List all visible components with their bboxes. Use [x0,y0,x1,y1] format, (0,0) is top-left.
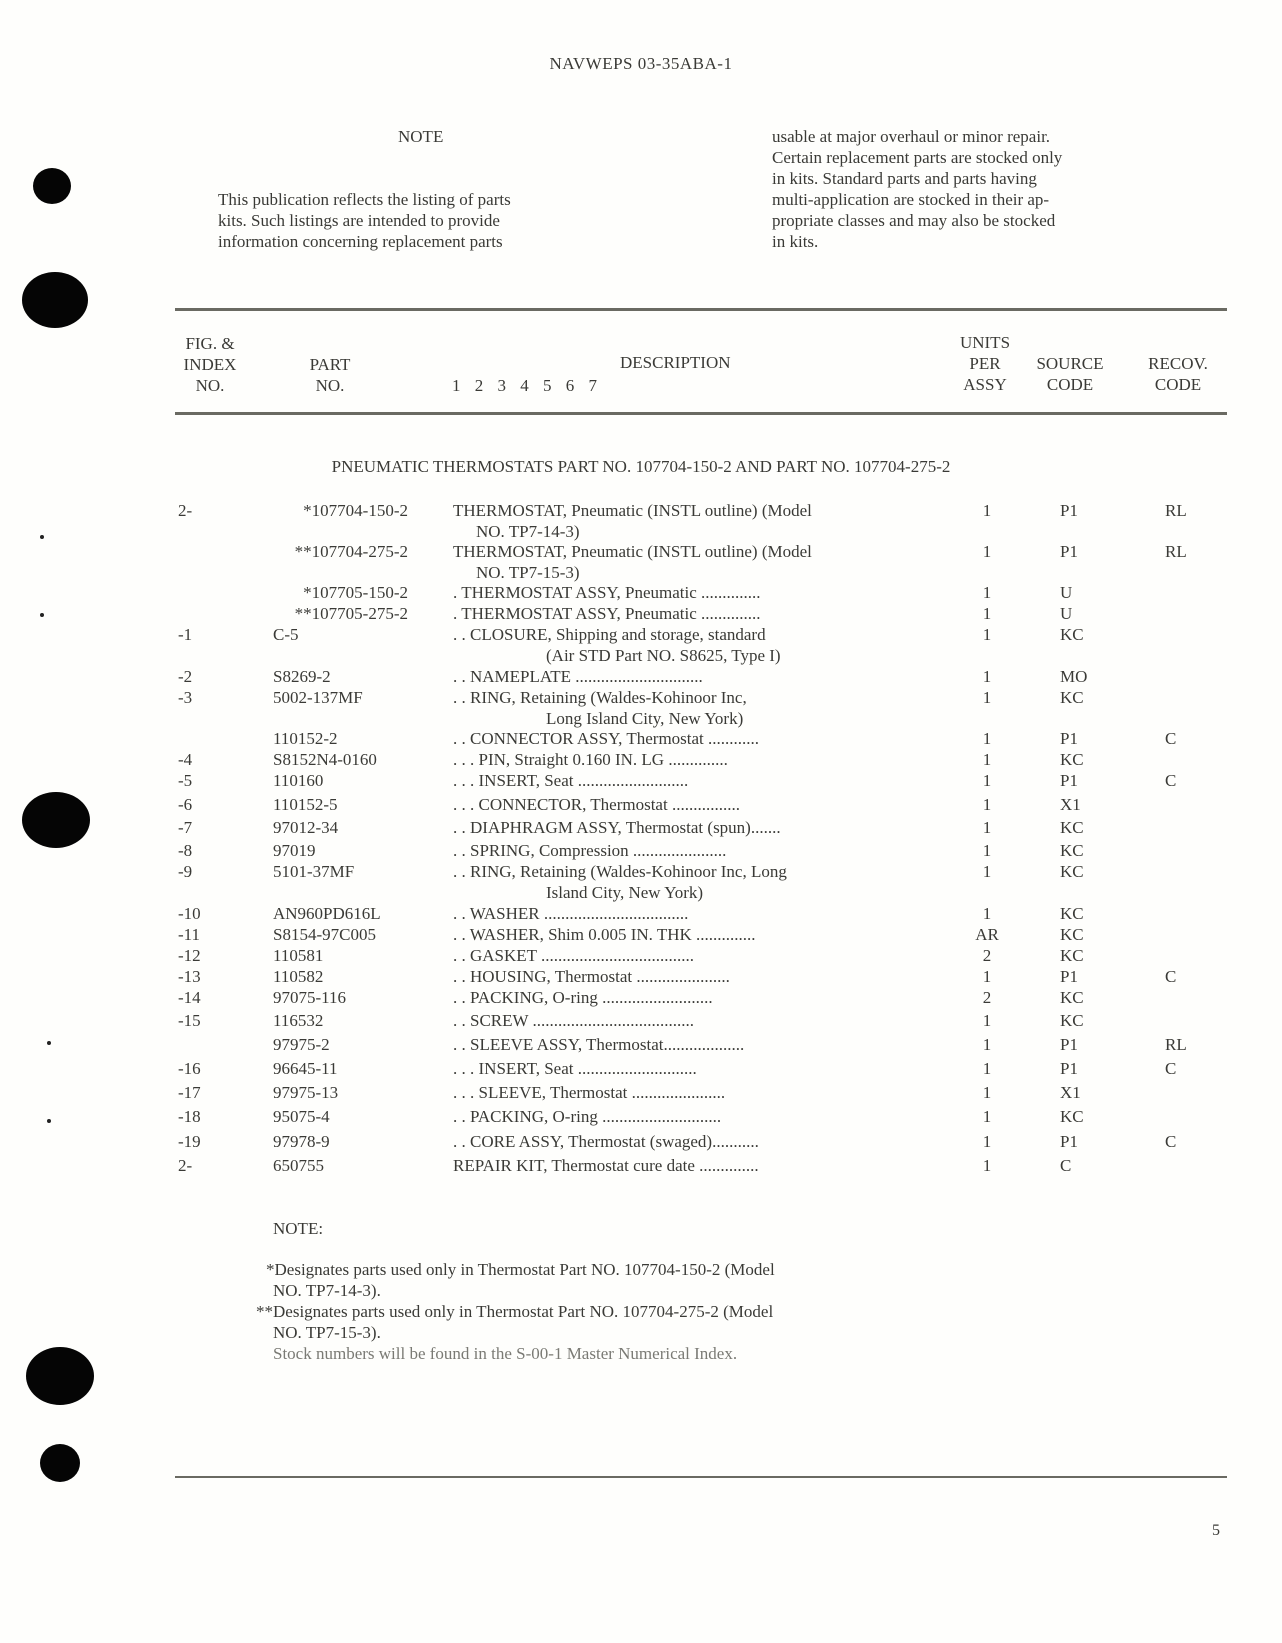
description: . . CONNECTOR ASSY, Thermostat ............ [453,729,760,748]
description: . . . PIN, Straight 0.160 IN. LG .............. [453,750,728,769]
table-row [0,1010,1282,1031]
description: . . GASKET .................................... [453,946,694,965]
units-per-assy: 1 [982,795,992,814]
units-per-assy: 1 [982,1107,992,1126]
units-per-assy: 1 [982,604,992,623]
description: . . NAMEPLATE .............................. [453,667,703,686]
recov-code: RL [1165,1035,1187,1054]
part-number: *107704-150-2 [303,501,408,520]
description: . . WASHER, Shim 0.005 IN. THK .............. [453,925,756,944]
part-number: C-5 [273,625,299,644]
binder-hole [26,1347,94,1405]
source-code: KC [1060,841,1084,860]
header-bottom-rule [175,412,1227,415]
units-per-assy: 1 [982,771,992,790]
description: . . . SLEEVE, Thermostat ...................... [453,1083,726,1102]
table-row [0,541,1282,562]
footnote: NO. TP7-14-3). [273,1281,381,1300]
source-code: KC [1060,925,1084,944]
units-per-assy: 1 [982,1035,992,1054]
fig-index: -7 [178,818,193,837]
units-per-assy: 1 [982,862,992,881]
source-code: P1 [1060,1035,1078,1054]
units-per-assy: 1 [982,1083,992,1102]
source-code: P1 [1060,771,1078,790]
part-number: *107705-150-2 [303,583,408,602]
source-code: C [1060,1156,1072,1175]
source-code: P1 [1060,501,1078,520]
col-header-description: DESCRIPTION [620,353,731,372]
table-row-continuation [0,562,1282,583]
units-per-assy: 1 [982,1011,992,1030]
table-row [0,861,1282,882]
description: . THERMOSTAT ASSY, Pneumatic .............. [453,604,761,623]
page-number: 5 [1212,1522,1220,1539]
col-header-units: UNITS PER ASSY [959,333,1011,394]
units-per-assy: 1 [982,904,992,923]
description: . . SLEEVE ASSY, Thermostat................... [453,1035,745,1054]
table-row [0,749,1282,770]
part-number: **107704-275-2 [294,542,408,561]
table-row [0,924,1282,945]
table-row [0,1131,1282,1152]
description-continuation: NO. TP7-15-3) [476,563,580,582]
part-number: 97012-34 [273,818,339,837]
fig-index: -10 [178,904,201,923]
col-header-source: SOURCE CODE [1036,354,1104,394]
description: . . SCREW ...................................... [453,1011,695,1030]
units-per-assy: 2 [982,988,992,1007]
recov-code: C [1165,1132,1177,1151]
units-per-assy: 1 [982,1132,992,1151]
units-per-assy: 1 [982,818,992,837]
fig-index: 2- [178,1156,193,1175]
units-per-assy: 1 [982,583,992,602]
part-number: S8152N4-0160 [273,750,377,769]
part-number: 97019 [273,841,316,860]
source-code: KC [1060,862,1084,881]
fig-index: -13 [178,967,201,986]
description: . . RING, Retaining (Waldes-Kohinoor Inc, Long [453,862,787,881]
description-continuation: Long Island City, New York) [546,709,744,728]
part-number: 110152-5 [273,795,338,814]
publication-id: NAVWEPS 03-35ABA-1 [549,54,733,73]
fig-index: -12 [178,946,201,965]
units-per-assy: 1 [982,688,992,707]
binder-hole [22,272,88,328]
footnote: *Designates parts used only in Thermostat Part NO. 107704-150-2 (Model [266,1260,775,1279]
footnote: NO. TP7-15-3). [273,1323,381,1342]
fig-index: -15 [178,1011,201,1030]
table-row [0,603,1282,624]
source-code: U [1060,604,1073,623]
description: . . DIAPHRAGM ASSY, Thermostat (spun)....... [453,818,781,837]
source-code: U [1060,583,1073,602]
recov-code: C [1165,729,1177,748]
recov-code: RL [1165,501,1187,520]
footnote: Stock numbers will be found in the S-00-1 Master Numerical Index. [273,1344,738,1363]
col-header-indent-levels: 1 2 3 4 5 6 7 [452,376,602,395]
table-row [0,987,1282,1008]
table-row [0,666,1282,687]
description: . . HOUSING, Thermostat ...................... [453,967,730,986]
fig-index: -6 [178,795,193,814]
fig-index: -16 [178,1059,201,1078]
fig-index: -1 [178,625,193,644]
note-line: This publication reflects the listing of parts [218,190,511,209]
part-number: AN960PD616L [273,904,381,923]
description: . . PACKING, O-ring .......................... [453,988,713,1007]
section-title: PNEUMATIC THERMOSTATS PART NO. 107704-150-2 AND PART NO. 107704-275-2 [331,457,951,476]
description: . . CORE ASSY, Thermostat (swaged)........... [453,1132,759,1151]
table-row [0,582,1282,603]
note-line: in kits. Standard parts and parts having [772,169,1037,188]
fig-index: -9 [178,862,193,881]
part-number: 97075-116 [273,988,347,1007]
table-row [0,1058,1282,1079]
description: . . RING, Retaining (Waldes-Kohinoor Inc, [453,688,747,707]
intro-note-left [218,189,633,252]
table-row [0,840,1282,861]
units-per-assy: 1 [982,1059,992,1078]
source-code: MO [1060,667,1088,686]
part-number: 95075-4 [273,1107,330,1126]
units-per-assy: 1 [982,841,992,860]
source-code: P1 [1060,1059,1078,1078]
part-number: S8154-97C005 [273,925,376,944]
table-row [0,903,1282,924]
note-line: information concerning replacement parts [218,232,503,251]
table-row [0,624,1282,645]
table-row [0,817,1282,838]
fig-index: -5 [178,771,193,790]
description: . . PACKING, O-ring ............................ [453,1107,722,1126]
footnote: **Designates parts used only in Thermostat Part NO. 107704-275-2 (Model [256,1302,774,1321]
note-line: in kits. [772,232,819,251]
fig-index: -17 [178,1083,201,1102]
recov-code: C [1165,1059,1177,1078]
fig-index: -11 [178,925,201,944]
fig-index: 2- [178,501,193,520]
col-header-recov: RECOV. CODE [1148,354,1208,394]
units-per-assy: 1 [982,750,992,769]
part-number: 97975-13 [273,1083,339,1102]
table-row [0,794,1282,815]
note-line: Certain replacement parts are stocked only [772,148,1063,167]
part-number: 5101-37MF [273,862,355,881]
source-code: X1 [1060,795,1081,814]
part-number: 650755 [273,1156,324,1175]
table-row [0,500,1282,521]
units-per-assy: AR [975,925,999,944]
part-number: 116532 [273,1011,324,1030]
fig-index: -18 [178,1107,201,1126]
description-continuation: (Air STD Part NO. S8625, Type I) [546,646,781,665]
table-row [0,966,1282,987]
header-top-rule [175,308,1227,311]
part-number: 110160 [273,771,324,790]
source-code: KC [1060,625,1084,644]
source-code: KC [1060,750,1084,769]
table-row [0,728,1282,749]
part-number: 5002-137MF [273,688,363,707]
source-code: P1 [1060,967,1078,986]
table-row-continuation [0,521,1282,542]
units-per-assy: 1 [982,667,992,686]
part-number: 97978-9 [273,1132,330,1151]
units-per-assy: 1 [982,625,992,644]
part-number: 96645-11 [273,1059,338,1078]
description: . . WASHER .................................. [453,904,689,923]
units-per-assy: 1 [982,542,992,561]
description: . . . INSERT, Seat .......................... [453,771,689,790]
fig-index: -2 [178,667,193,686]
binder-hole [40,1444,80,1482]
source-code: X1 [1060,1083,1081,1102]
units-per-assy: 1 [982,501,992,520]
intro-note-title: NOTE [398,127,444,146]
source-code: P1 [1060,542,1078,561]
recov-code: C [1165,771,1177,790]
col-header-fig-index: FIG. & INDEX NO. [183,334,237,395]
description: . . CLOSURE, Shipping and storage, standard [453,625,766,644]
table-row [0,1082,1282,1103]
recov-code: C [1165,967,1177,986]
binder-hole [33,168,71,204]
source-code: KC [1060,1107,1084,1126]
source-code: KC [1060,688,1084,707]
note-line: usable at major overhaul or minor repair. [772,127,1051,146]
recov-code: RL [1165,542,1187,561]
part-number: 110582 [273,967,324,986]
part-number: 97975-2 [273,1035,330,1054]
units-per-assy: 1 [982,1156,992,1175]
fig-index: -3 [178,688,193,707]
table-row [0,945,1282,966]
source-code: P1 [1060,1132,1078,1151]
description: . THERMOSTAT ASSY, Pneumatic .............. [453,583,761,602]
table-row [0,1155,1282,1176]
description: REPAIR KIT, Thermostat cure date .............. [453,1156,759,1175]
fig-index: -8 [178,841,193,860]
part-number: S8269-2 [273,667,331,686]
table-row [0,1106,1282,1127]
description: THERMOSTAT, Pneumatic (INSTL outline) (Model [453,542,812,561]
source-code: KC [1060,1011,1084,1030]
footer-rule [175,1476,1227,1478]
fig-index: -19 [178,1132,201,1151]
units-per-assy: 2 [982,946,992,965]
source-code: KC [1060,904,1084,923]
footnotes-title: NOTE: [273,1219,324,1238]
table-row-continuation [0,645,1282,666]
fig-index: -4 [178,750,193,769]
description: . . . CONNECTOR, Thermostat ................ [453,795,740,814]
units-per-assy: 1 [982,967,992,986]
source-code: KC [1060,818,1084,837]
col-header-part-no: PART NO. [309,355,351,395]
fig-index: -14 [178,988,201,1007]
note-line: multi-application are stocked in their ap- [772,190,1050,209]
table-row [0,1034,1282,1055]
part-number: **107705-275-2 [294,604,408,623]
source-code: P1 [1060,729,1078,748]
note-line: propriate classes and may also be stocked [772,211,1056,230]
table-row [0,687,1282,708]
part-number: 110581 [273,946,324,965]
table-row-continuation [0,882,1282,903]
table-row [0,770,1282,791]
table-row-continuation [0,708,1282,729]
description-continuation: NO. TP7-14-3) [476,522,580,541]
description: THERMOSTAT, Pneumatic (INSTL outline) (Model [453,501,812,520]
units-per-assy: 1 [982,729,992,748]
description: . . SPRING, Compression ...................... [453,841,727,860]
note-line: kits. Such listings are intended to provide [218,211,500,230]
source-code: KC [1060,946,1084,965]
part-number: 110152-2 [273,729,338,748]
description: . . . INSERT, Seat ............................ [453,1059,697,1078]
source-code: KC [1060,988,1084,1007]
description-continuation: Island City, New York) [546,883,704,902]
intro-note-right [772,126,1190,252]
